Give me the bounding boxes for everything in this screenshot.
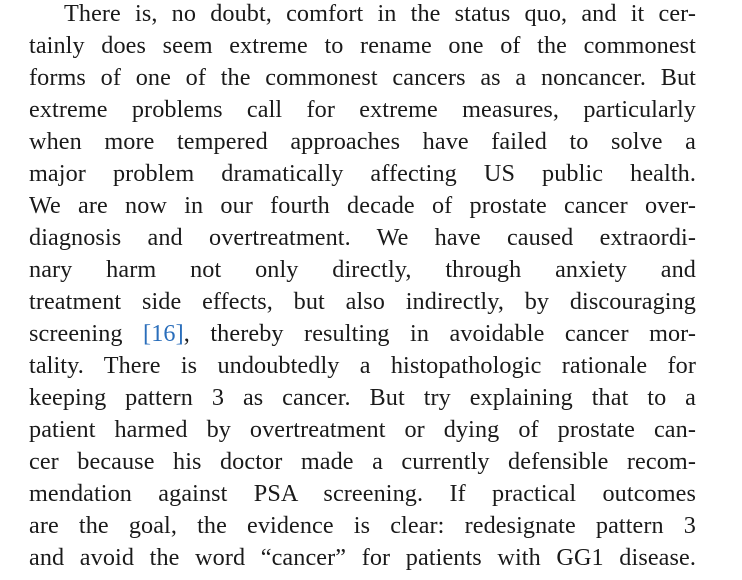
paragraph-line: extreme problems call for extreme measures, particularly	[29, 96, 696, 123]
line-text-after-citation: , thereby resulting in avoidable cancer mor-	[183, 320, 696, 347]
paragraph-line: and avoid the word “cancer” for patients with GG1 disease.	[29, 544, 696, 571]
paragraph-line: diagnosis and overtreatment. We have caused extraordi-	[29, 224, 696, 251]
paragraph-line: tality. There is undoubtedly a histopathologic rationale for	[29, 352, 696, 379]
paragraph-line: We are now in our fourth decade of prostate cancer over-	[29, 192, 696, 219]
paragraph-line: cer because his doctor made a currently defensible recom-	[29, 448, 696, 475]
paragraph-line: when more tempered approaches have failed to solve a	[29, 128, 696, 155]
paragraph-line-with-citation	[29, 318, 696, 350]
paragraph-line: patient harmed by overtreatment or dying of prostate can-	[29, 416, 696, 443]
paragraph-line: forms of one of the commonest cancers as a noncancer. But	[29, 64, 696, 91]
paragraph-line: There is, no doubt, comfort in the status quo, and it cer-	[64, 0, 696, 27]
paragraph-line: nary harm not only directly, through anxiety and	[29, 256, 696, 283]
article-body	[29, 0, 696, 574]
line-text-before-citation: screening	[29, 320, 144, 347]
paragraph-line: treatment side effects, but also indirectly, by discouraging	[29, 288, 696, 315]
paragraph-line: keeping pattern 3 as cancer. But try explaining that to a	[29, 384, 696, 411]
paragraph-line: tainly does seem extreme to rename one of the commonest	[29, 32, 696, 59]
paragraph-line: mendation against PSA screening. If practical outcomes	[29, 480, 696, 507]
citation-link[interactable]: [16]	[143, 320, 184, 347]
paragraph-line: major problem dramatically affecting US public health.	[29, 160, 696, 187]
paragraph-line: are the goal, the evidence is clear: redesignate pattern 3	[29, 512, 696, 539]
